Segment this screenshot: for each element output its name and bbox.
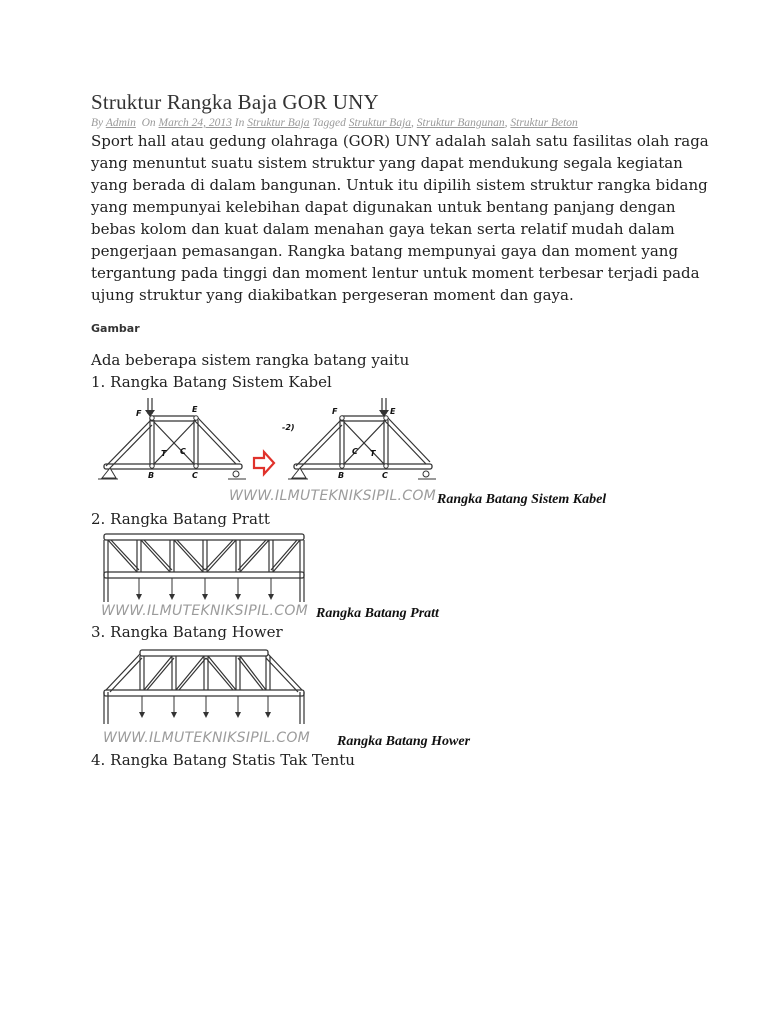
list-item-hower: 3. Rangka Batang Hower xyxy=(91,623,283,641)
intro-line: Ada beberapa sistem rangka batang yaitu xyxy=(91,351,410,369)
category-link[interactable]: Struktur Baja xyxy=(247,117,310,129)
article-paragraph xyxy=(91,130,709,306)
node-label: E xyxy=(390,407,396,416)
node-label: C xyxy=(382,471,388,480)
watermark-kabel: WWW.ILMUTEKNIKSIPIL.COM xyxy=(229,488,437,504)
meta-tagged: Tagged xyxy=(312,117,346,129)
node-label: E xyxy=(192,405,198,414)
tag-link-struktur-beton[interactable]: Struktur Beton xyxy=(510,117,578,129)
tag-link-struktur-bangunan[interactable]: Struktur Bangunan xyxy=(416,117,505,129)
arrow-right-icon xyxy=(254,452,274,474)
kabel-truss-left xyxy=(98,398,246,480)
gambar-label: Gambar xyxy=(91,322,140,335)
meta-in: In xyxy=(234,117,245,129)
list-item-pratt: 2. Rangka Batang Pratt xyxy=(91,510,270,528)
node-label: C xyxy=(180,447,186,456)
paragraph-line: ujung struktur yang diakibatkan pergeseran moment dan gaya. xyxy=(91,286,574,304)
post-meta: By Admin On March 24, 2013 In Struktur Baja Tagged Struktur Baja, Struktur Bangunan, Struktur Beton xyxy=(91,117,578,129)
node-label: C xyxy=(192,471,198,480)
caption-kabel: Rangka Batang Sistem Kabel xyxy=(437,492,607,507)
date-link[interactable]: March 24, 2013 xyxy=(158,117,232,129)
page-title: Struktur Rangka Baja GOR UNY xyxy=(91,90,379,114)
paragraph-line: yang menuntut suatu sistem struktur yang dapat mendukung segala kegiatan xyxy=(91,154,683,172)
kabel-truss-figure xyxy=(96,396,436,488)
caption-pratt: Rangka Batang Pratt xyxy=(316,606,439,621)
caption-hower: Rangka Batang Hower xyxy=(337,734,471,749)
node-label: T xyxy=(370,449,376,458)
step-label: -2) xyxy=(282,423,295,432)
watermark-hower: WWW.ILMUTEKNIKSIPIL.COM xyxy=(103,730,311,746)
author-link[interactable]: Admin xyxy=(105,117,136,129)
watermark-pratt: WWW.ILMUTEKNIKSIPIL.COM xyxy=(101,603,309,619)
list-item-kabel: 1. Rangka Batang Sistem Kabel xyxy=(91,373,332,391)
tag-link-struktur-baja[interactable]: Struktur Baja xyxy=(348,117,412,129)
node-label: C xyxy=(352,447,358,456)
meta-by: By xyxy=(91,117,104,129)
node-label: F xyxy=(332,407,338,416)
paragraph-line: yang berada di dalam bangunan. Untuk itu dipilih sistem struktur rangka bidang xyxy=(91,176,708,194)
node-label: F xyxy=(136,409,142,418)
paragraph-line: yang mempunyai kelebihan dapat digunakan untuk bentang panjang dengan xyxy=(91,198,676,216)
meta-on: On xyxy=(141,117,156,129)
paragraph-line: pengerjaan pemasangan. Rangka batang mempunyai gaya dan moment yang xyxy=(91,242,679,260)
pratt-truss-figure xyxy=(100,530,310,606)
node-label: T xyxy=(161,449,167,458)
hower-truss-figure xyxy=(100,646,310,732)
paragraph-line: bebas kolom dan kuat dalam menahan gaya tekan serta relatif mudah dalam xyxy=(91,220,675,238)
list-item-statis-tak-tentu: 4. Rangka Batang Statis Tak Tentu xyxy=(91,751,355,769)
paragraph-line: tergantung pada tinggi dan moment lentur untuk moment terbesar terjadi pada xyxy=(91,264,700,282)
paragraph-line: Sport hall atau gedung olahraga (GOR) UNY adalah salah satu fasilitas olah raga xyxy=(91,132,709,150)
kabel-truss-right xyxy=(288,398,436,480)
node-label: B xyxy=(338,471,345,480)
node-label: B xyxy=(148,471,155,480)
